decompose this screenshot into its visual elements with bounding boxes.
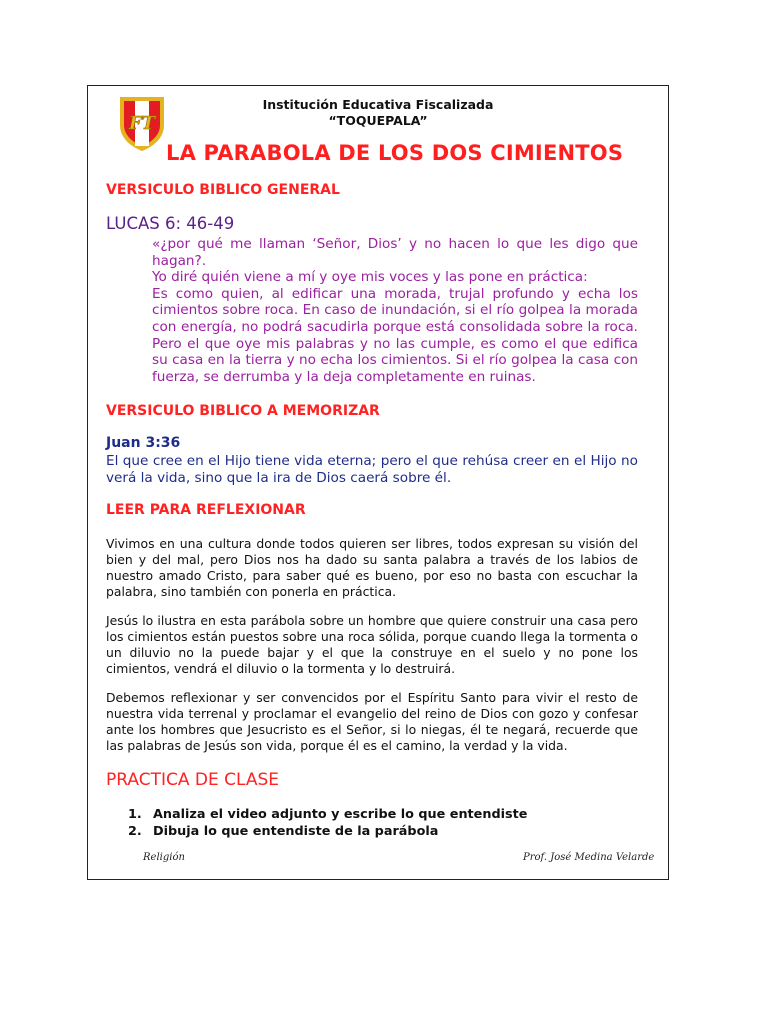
page-title: LA PARABOLA DE LOS DOS CIMIENTOS (166, 141, 624, 165)
footer-teacher: Prof. José Medina Velarde (523, 852, 655, 863)
verse-line: Yo diré quién viene a mí y oye mis voces y las pone en práctica: (152, 269, 588, 286)
reflection-paragraph: Jesús lo ilustra en esta parábola sobre un hombre que quiere construir una casa pero los cimientos están puestos sobre una roca sólida, porque cuando llega la tormenta o un diluvio no la puede bajar y el que la construye en el suelo y no pone los cimientos, vendrá el diluvio o la tormenta y lo destruirá. (106, 613, 638, 676)
section-heading-memorize: VERSICULO BIBLICO A MEMORIZAR (106, 403, 380, 419)
section-heading-class-practice: PRACTICA DE CLASE (106, 770, 280, 790)
verse-reference-juan: Juan 3:36 (106, 435, 181, 451)
verse-reference-lucas: LUCAS 6: 46-49 (106, 214, 235, 233)
verse-text-lucas (152, 236, 638, 385)
reflection-paragraph: Vivimos en una cultura donde todos quieren ser libres, todos expresan su visión del bien y del mal, pero Dios nos ha dado su santa palabra a través de los labios de nuestro amado Cristo, para saber qué es bueno, por eso no basta con escuchar la palabra, sino también con ponerla en práctica. (106, 536, 638, 599)
document-page (87, 85, 669, 880)
task-list (128, 806, 527, 840)
section-heading-reflect: LEER PARA REFLEXIONAR (106, 502, 306, 518)
verse-line: «¿por qué me llaman ‘Señor, Dios’ y no hacen lo que les digo que hagan?. (152, 236, 638, 269)
institution-name: Institución Educativa Fiscalizada (262, 97, 494, 112)
school-name: “TOQUEPALA” (328, 113, 428, 128)
verse-text-juan: El que cree en el Hijo tiene vida eterna; pero el que rehúsa creer en el Hijo no verá la vida, sino que la ira de Dios caerá sobre él. (106, 453, 638, 486)
section-heading-general-verse: VERSICULO BIBLICO GENERAL (106, 182, 340, 198)
task-item: 1. Analiza el video adjunto y escribe lo que entendiste (128, 807, 528, 822)
footer-subject: Religión (143, 852, 185, 863)
verse-line: Es como quien, al edificar una morada, trujal profundo y echa los cimientos sobre roca. En caso de inundación, si el río golpea la morada con energía, no podrá sacudirla porque está consolidada sobre la roca. Pero el que oye mis palabras y no las cumple, es como el que edifica su casa en la tierra y no echa los cimientos. Si el río golpea la casa con fuerza, se derrumba y la deja completamente en ruinas. (152, 285, 638, 385)
logo-letters: FT (128, 113, 156, 134)
task-item: 2. Dibuja lo que entendiste de la parábola (128, 824, 439, 839)
reflection-paragraph: Debemos reflexionar y ser convencidos por el Espíritu Santo para vivir el resto de nuestra vida terrenal y proclamar el evangelio del reino de Dios con gozo y confesar ante los hombres que Jesucristo es el Señor, si lo niegas, él te negará, recuerde que las palabras de Jesús son vida, porque él es el camino, la verdad y la vida. (106, 690, 638, 753)
